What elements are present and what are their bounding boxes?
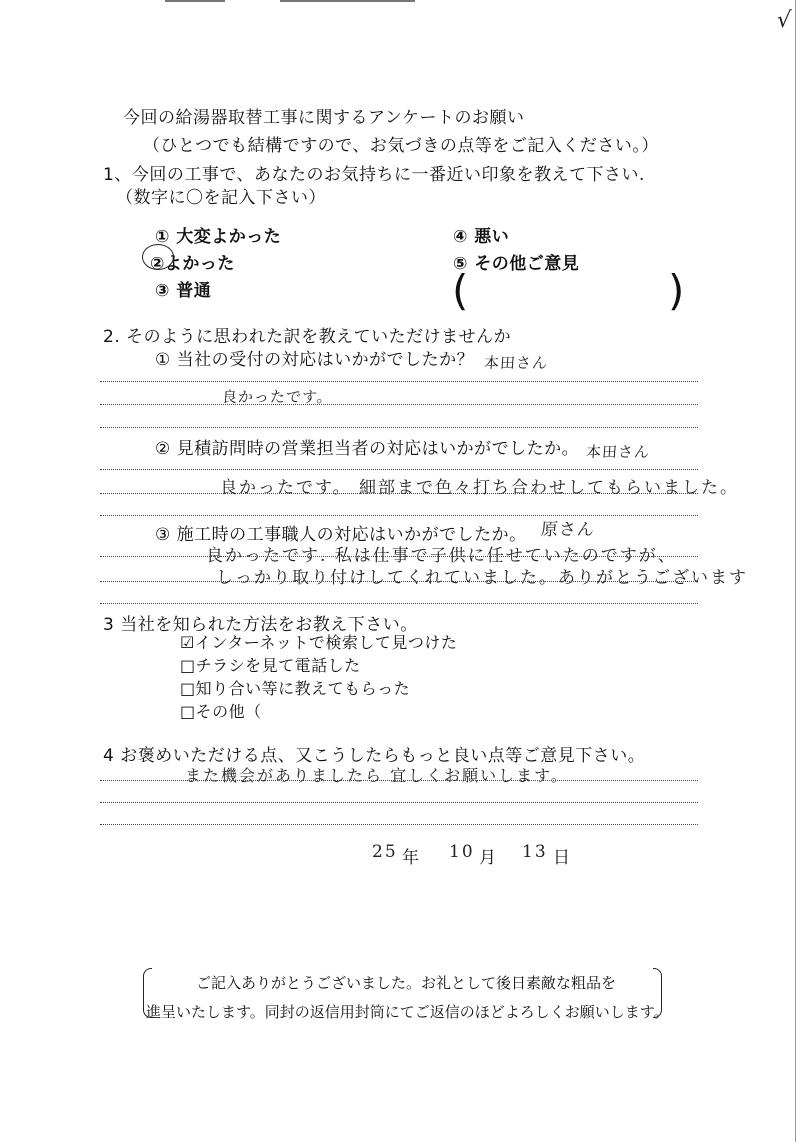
answer-line	[100, 381, 698, 382]
q1-option-1[interactable]: ① 大変よかった	[155, 227, 282, 247]
q2-sub2-staff: 本田さん	[585, 443, 651, 461]
q1-question: 1、今回の工事で、あなたのお気持ちに一番近い印象を教えて下さい.	[103, 165, 645, 185]
q2-sub1-answer: 良かったです。	[221, 388, 334, 406]
q4-answer: また機会がありましたら 宜しくお願いします。	[185, 766, 569, 785]
answer-line	[100, 493, 698, 494]
q3-option-internet[interactable]: ☑インターネットで検索して見つけた	[180, 633, 458, 652]
q1-other-paren-open: (	[452, 266, 469, 315]
footer-line-1: ご記入ありがとうございました。お礼として後日素敵な粗品を	[196, 974, 617, 992]
q2-sub1-staff: 本田さん	[483, 354, 549, 372]
answer-line	[100, 427, 698, 428]
q2-sub3-answer-line-2: しっかり取り付けしてくれていました。ありがとうございます	[216, 568, 748, 588]
q3-option-acquaintance[interactable]: □知り合い等に教えてもらった	[180, 679, 411, 698]
q2-sub3-label: ③ 施工時の工事職人の対応はいかがでしたか。	[155, 525, 527, 545]
scan-edge-top-right	[280, 0, 415, 2]
date-month: 10	[449, 842, 475, 862]
q1-option-2[interactable]: ②よかった	[150, 254, 235, 274]
answer-line	[100, 556, 698, 557]
answer-line	[100, 404, 698, 405]
answer-line	[100, 824, 698, 825]
q3-question: 3 当社を知られた方法をお教え下さい。	[103, 615, 418, 635]
date-year: 25	[372, 842, 398, 862]
answer-line	[100, 780, 698, 781]
corner-check-mark: √	[776, 8, 793, 33]
q1-option-4[interactable]: ④ 悪い	[453, 227, 510, 247]
q1-option-5[interactable]: ⑤ その他ご意見	[453, 254, 580, 274]
scan-edge-right	[795, 0, 796, 1142]
footer-line-2: 進呈いたします。同封の返信用封筒にてご返信のほどよろしくお願いします。	[146, 1003, 669, 1021]
q2-sub3-answer-line-1: 良かったです. 私は仕事で子供に任せていたのですが、	[206, 546, 677, 566]
q1-other-paren-close: )	[668, 266, 685, 315]
scan-edge-top	[165, 0, 225, 2]
q2-sub2-label: ② 見積訪問時の営業担当者の対応はいかがでしたか。	[155, 439, 580, 459]
q2-sub1-label: ① 当社の受付の対応はいかがでしたか？	[155, 350, 475, 370]
q4-question: 4 お褒めいただける点、又こうしたらもっと良い点等ご意見下さい。	[103, 746, 646, 766]
answer-line	[100, 581, 698, 582]
answer-line	[100, 603, 698, 604]
answer-line	[100, 515, 698, 516]
survey-title: 今回の給湯器取替工事に関するアンケートのお願い	[123, 108, 525, 128]
survey-subtitle: （ひとつでも結構ですので、お気づきの点等をご記入ください。）	[143, 136, 659, 156]
answer-line	[100, 802, 698, 803]
q2-question: 2. そのように思われた訳を教えていただけませんか	[103, 327, 512, 347]
q2-sub3-staff: 原さん	[540, 520, 596, 540]
date-day-unit: 日	[553, 848, 571, 868]
q1-instruction: （数字に〇を記入下さい）	[116, 188, 326, 208]
selected-circle-mark	[142, 244, 174, 270]
answer-line	[100, 469, 698, 470]
q3-option-flyer[interactable]: □チラシを見て電話した	[180, 656, 361, 675]
date-month-unit: 月	[479, 848, 497, 868]
q3-option-other[interactable]: □その他（	[180, 702, 262, 721]
date-year-unit: 年	[402, 848, 420, 868]
date-day: 13	[522, 842, 548, 862]
q1-option-3[interactable]: ③ 普通	[155, 281, 212, 301]
q2-sub2-answer: 良かったです。 細部まで色々打ち合わせしてもらいました。	[220, 478, 740, 498]
